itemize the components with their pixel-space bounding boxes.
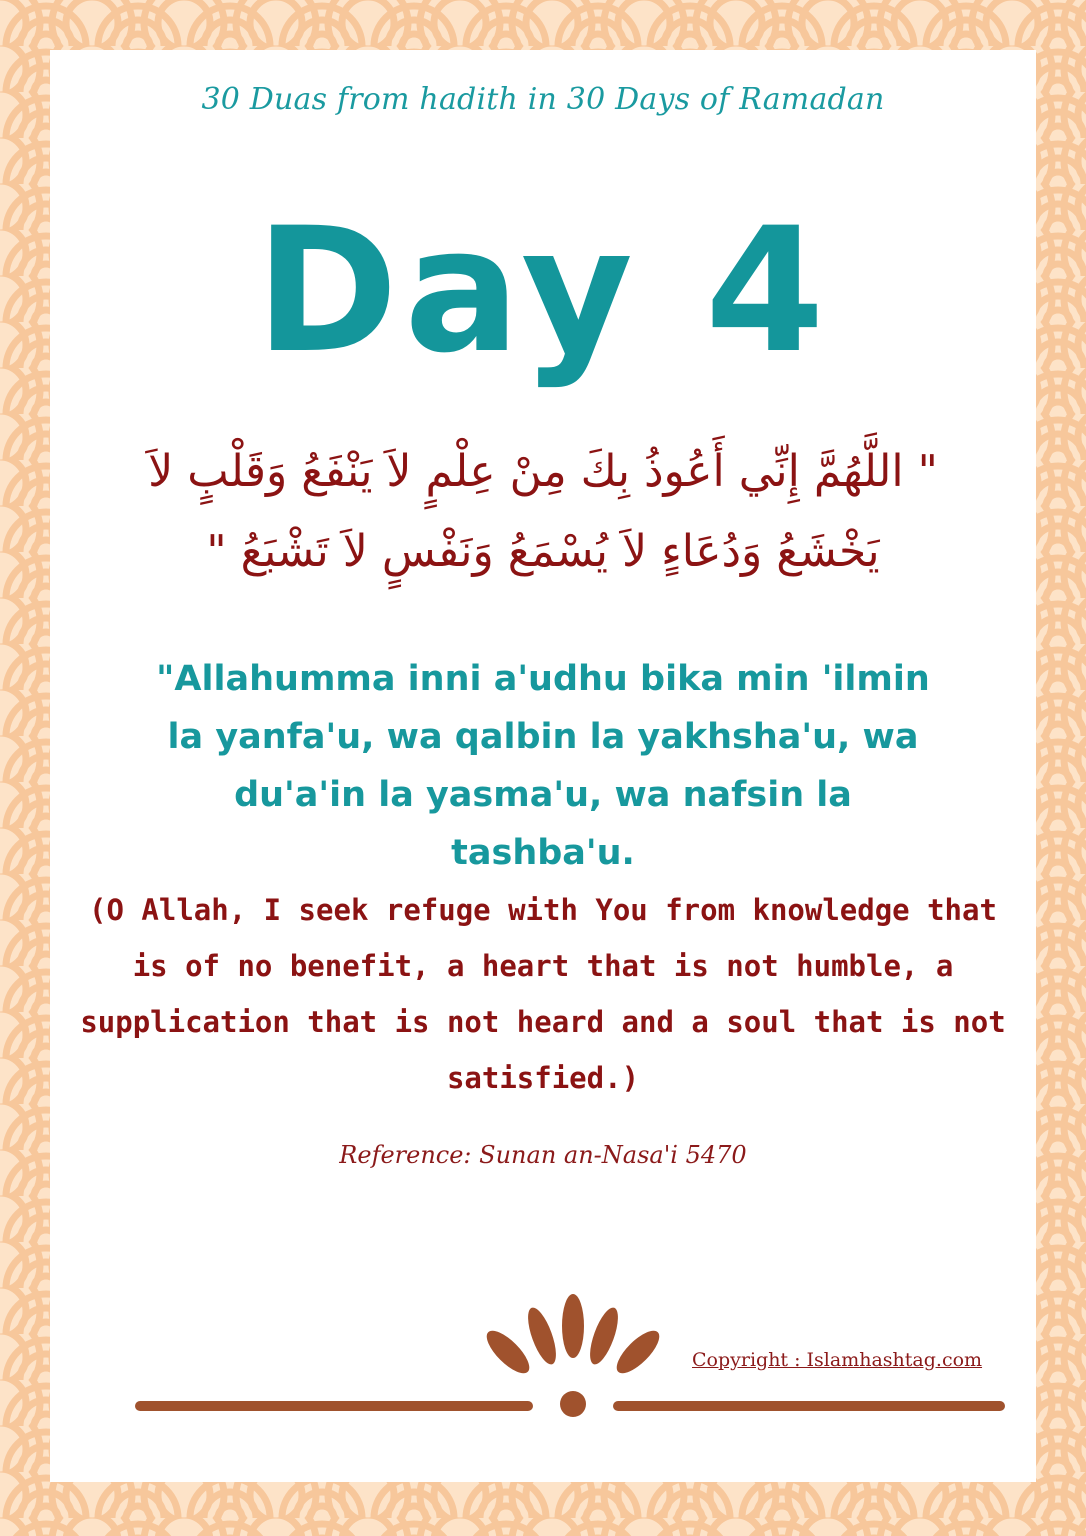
ornament-petal-left-outer	[480, 1324, 535, 1379]
ornament-petal-right-inner	[584, 1304, 623, 1367]
ornament-petal-left-inner	[522, 1304, 561, 1367]
copyright-link[interactable]: Copyright : Islamhashtag.com	[692, 1349, 983, 1371]
ornament-petal-center	[562, 1294, 584, 1358]
dua-translation: (O Allah, I seek refuge with You from knowledge that is of no benefit, a heart that is not humble, a supplication that is not heard and a soul that is not satisfied.)	[80, 893, 1006, 1095]
hadith-reference: Reference: Sunan an-Nasa'i 5470	[339, 1141, 747, 1169]
ornament-dot	[560, 1391, 586, 1417]
day-title: Day 4	[255, 190, 831, 391]
series-title: 30 Duas from hadith in 30 Days of Ramadan	[201, 82, 885, 117]
ornament-petal-right-outer	[610, 1324, 665, 1379]
dua-arabic-text: " اللَّهُمَّ إِنِّي أَعُوذُ بِكَ مِنْ عِلْمٍ لاَ يَنْفَعُ وَقَلْبٍ لاَ يَخْشَعُ وَدُعَاءٍ لاَ يُسْمَعُ وَنَفْسٍ لاَ تَشْبَعُ "	[148, 446, 938, 577]
dua-transliteration: "Allahumma inni a'udhu bika min 'ilmin la yanfa'u, wa qalbin la yakhsha'u, wa du'a'in la yasma'u, wa nafsin la tashba'u.	[156, 659, 930, 873]
